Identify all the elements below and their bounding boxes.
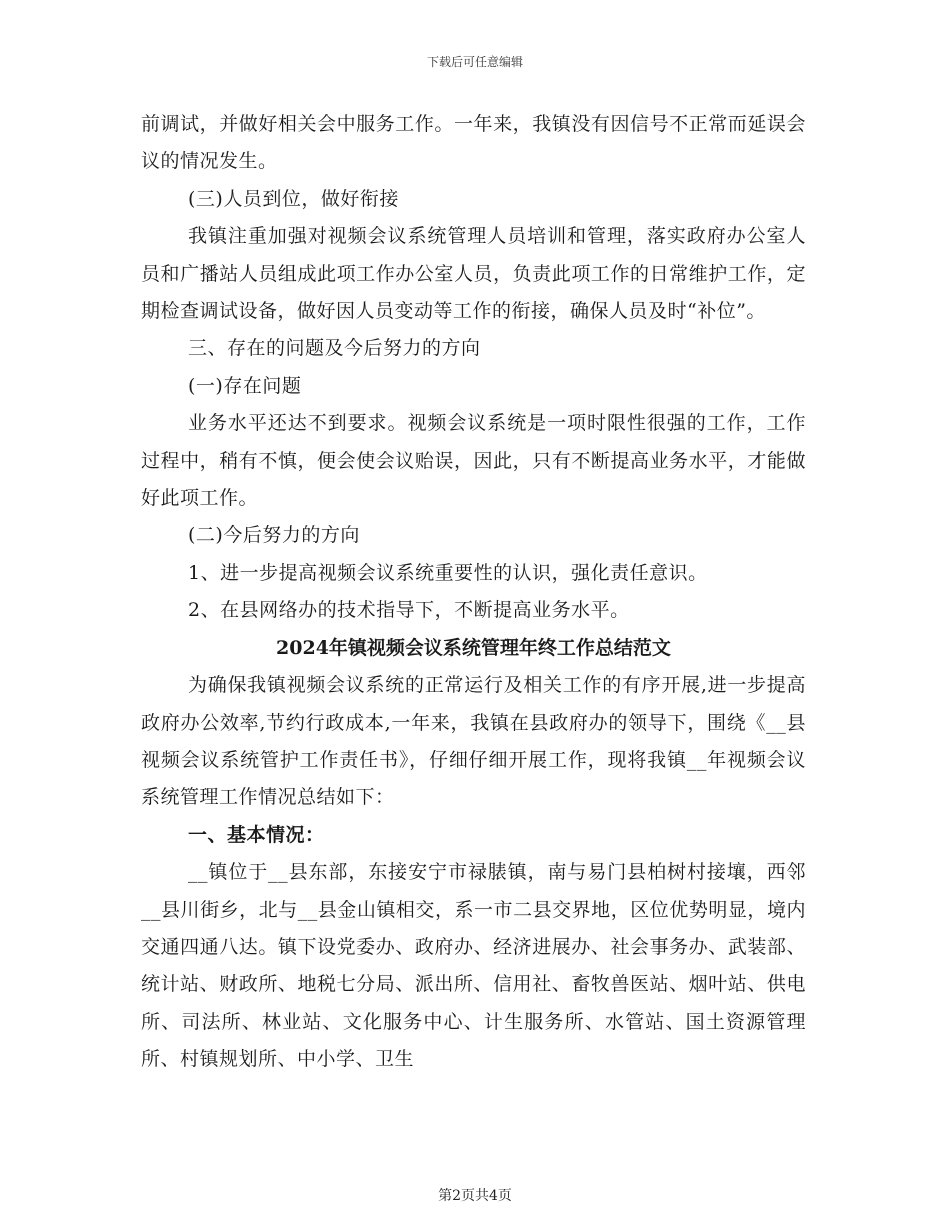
paragraph: 为确保我镇视频会议系统的正常运行及相关工作的有序开展,进一步提高政府办公效率,节约行政成本,一年来，我镇在县政府办的领导下，围绕《__县视频会议系统管护工作责任书》，仔细仔细开展工作，现将我镇__年视频会议系统管理工作情况总结如下： (141, 674, 806, 809)
paragraph: 前调试，并做好相关会中服务工作。一年来，我镇没有因信号不正常而延误会议的情况发生。 (141, 113, 806, 173)
paragraph: 业务水平还达不到要求。视频会议系统是一项时限性很强的工作，工作过程中，稍有不慎，便会使会议贻误，因此，只有不断提高业务水平，才能做好此项工作。 (141, 412, 806, 510)
list-item: 2、在县网络办的技术指导下，不断提高业务水平。 (188, 599, 630, 622)
paragraph: __镇位于__县东部，东接安宁市禄脿镇，南与易门县柏树村接壤，西邻__县川街乡，北与__县金山镇相交，系一市二县交界地，区位优势明显，境内交通四通八达。镇下设党委办、政府办、经济进展办、社会事务办、武装部、统计站、财政所、地税七分局、派出所、信用社、畜牧兽医站、烟叶站、供电所、司法所、林业站、文化服务中心、计生服务所、水管站、国土资源管理所、村镇规划所、中小学、卫生 (141, 861, 806, 1071)
paragraph: 我镇注重加强对视频会议系统管理人员培训和管理，落实政府办公室人员和广播站人员组成此项工作办公室人员，负责此项工作的日常维护工作，定期检查调试设备，做好因人员变动等工作的衔接，确保人员及时“补位”。 (141, 225, 806, 323)
document-body (141, 106, 806, 1079)
section-heading: 一、基本情况： (188, 823, 325, 846)
page-number: 第2页共4页 (438, 1188, 512, 1204)
list-item: 1、进一步提高视频会议系统重要性的认识，强化责任意识。 (188, 561, 708, 584)
section-heading: (三)人员到位，做好衔接 (188, 187, 399, 210)
subsection-heading: (二)今后努力的方向 (188, 524, 360, 547)
section-heading: 三、存在的问题及今后努力的方向 (188, 337, 481, 360)
subsection-heading: (一)存在问题 (188, 374, 302, 397)
page-header-note: 下载后可任意编辑 (426, 55, 523, 69)
document-title: 2024年镇视频会议系统管理年终工作总结范文 (276, 636, 671, 659)
